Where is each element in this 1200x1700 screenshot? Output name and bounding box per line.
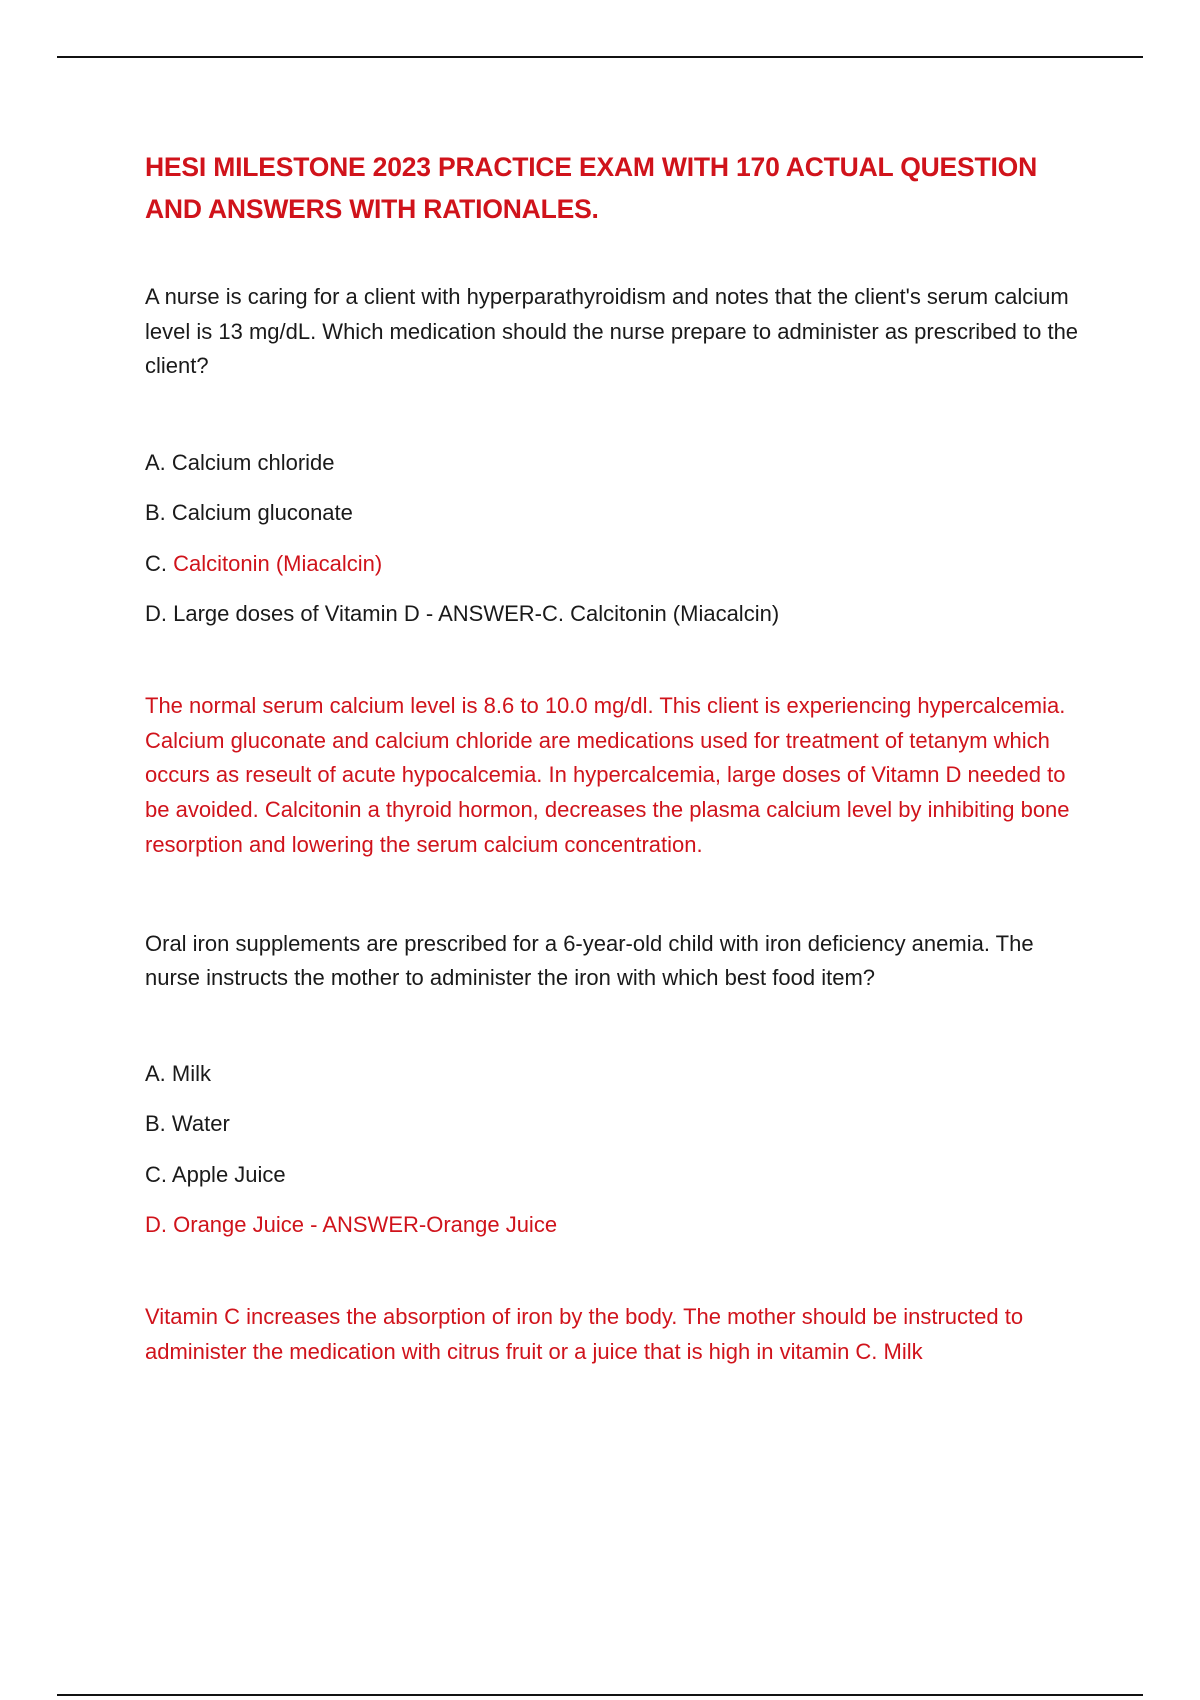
question-1-options xyxy=(145,448,1090,630)
option-a: A. Calcium chloride xyxy=(145,449,335,475)
document-title: HESI MILESTONE 2023 PRACTICE EXAM WITH 170 ACTUAL QUESTION AND ANSWERS WITH RATIONALES. xyxy=(145,152,1038,224)
highlighted-answer: Calcitonin (Miacalcin) xyxy=(173,550,383,576)
option-b: B. Calcium gluconate xyxy=(145,500,353,525)
option-d: D. Orange Juice - ANSWER-Orange Juice xyxy=(145,1212,558,1238)
question-1-text: A nurse is caring for a client with hyperparathyroidism and notes that the client's serum calcium level is 13 mg/dL. Which medication should the nurse prepare to administer as prescribed to the client? xyxy=(145,284,1079,378)
question-2-text: Oral iron supplements are prescribed for a 6-year-old child with iron deficiency anemia. The nurse instructs the mother to administer the iron with which best food item? xyxy=(145,930,1034,991)
option-a: A. Milk xyxy=(145,1060,212,1086)
bottom-rule xyxy=(57,1694,1143,1696)
question-2-rationale: Vitamin C increases the absorption of iron by the body. The mother should be instructed to administer the medication with citrus fruit or a juice that is high in vitamin C. Milk xyxy=(145,1304,1024,1364)
option-b: B. Water xyxy=(145,1111,230,1137)
option-c: C. Calcitonin (Miacalcin) xyxy=(145,550,383,576)
option-c: C. Apple Juice xyxy=(145,1161,286,1187)
option-d: D. Large doses of Vitamin D - ANSWER-C. Calcitonin (Miacalcin) xyxy=(145,601,780,626)
question-2-options xyxy=(145,1059,1090,1241)
top-rule xyxy=(57,56,1143,58)
document-page xyxy=(145,146,1090,1369)
question-1-rationale: The normal serum calcium level is 8.6 to 10.0 mg/dl. This client is experiencing hypercalcemia. Calcium gluconate and calcium chloride are medications used for treatment of tetanym which occurs as reseult of acute hypocalcemia. In hypercalcemia, large doses of Vitamn D needed to be avoided. Calcitonin a thyroid hormon, decreases the plasma calcium level by inhibiting bone resorption and lowering the serum calcium concentration. xyxy=(145,693,1070,857)
highlighted-answer: Orange Juice - ANSWER-Orange Juice xyxy=(173,1212,558,1238)
